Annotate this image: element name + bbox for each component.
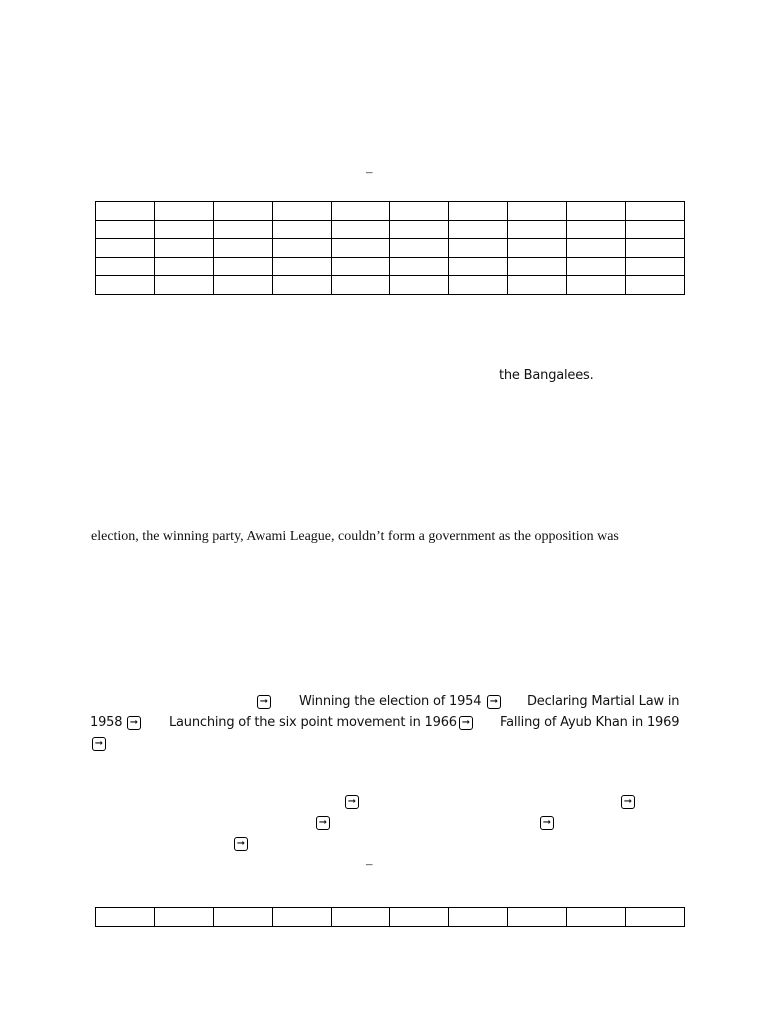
table-cell — [96, 239, 155, 258]
table-cell — [96, 220, 155, 239]
table-cell — [96, 276, 155, 295]
table-cell — [272, 202, 331, 221]
table-cell — [390, 257, 449, 276]
table-cell — [390, 239, 449, 258]
table-cell — [567, 202, 626, 221]
table-cell — [626, 202, 685, 221]
table-cell — [154, 908, 213, 927]
table-row — [96, 276, 685, 295]
arrow-icon: ➞ — [459, 716, 473, 730]
table-cell — [508, 257, 567, 276]
table-cell — [390, 202, 449, 221]
table-cell — [449, 202, 508, 221]
table-cell — [96, 908, 155, 927]
table-cell — [390, 276, 449, 295]
table-cell — [154, 257, 213, 276]
arrow-icon: ➞ — [316, 816, 330, 830]
arrow-icon: ➞ — [540, 816, 554, 830]
table-cell — [96, 202, 155, 221]
arrow-icon: ➞ — [621, 795, 635, 809]
bottom-dash: – — [366, 856, 373, 871]
table-cell — [272, 908, 331, 927]
table-cell — [272, 220, 331, 239]
table-row — [96, 239, 685, 258]
table-cell — [567, 257, 626, 276]
bangalees-text: the Bangalees. — [499, 368, 594, 383]
table-cell — [154, 239, 213, 258]
answer-grid-top — [95, 201, 685, 295]
table-cell — [626, 239, 685, 258]
table-cell — [213, 220, 272, 239]
table-row — [96, 202, 685, 221]
table-cell — [508, 276, 567, 295]
table-cell — [449, 908, 508, 927]
top-dash: – — [366, 164, 373, 179]
timeline-year-1958: 1958 — [90, 715, 123, 730]
table-cell — [154, 202, 213, 221]
table-cell — [567, 220, 626, 239]
table-cell — [449, 257, 508, 276]
table-cell — [567, 239, 626, 258]
table-cell — [331, 220, 390, 239]
table-row — [96, 908, 685, 927]
table-cell — [567, 908, 626, 927]
table-cell — [626, 276, 685, 295]
table-cell — [449, 276, 508, 295]
arrow-icon: ➞ — [234, 837, 248, 851]
arrow-icon: ➞ — [345, 795, 359, 809]
table-cell — [213, 202, 272, 221]
table-cell — [213, 257, 272, 276]
table-cell — [508, 908, 567, 927]
timeline-item-1954: Winning the election of 1954 — [299, 694, 482, 709]
table-cell — [331, 257, 390, 276]
table-cell — [390, 220, 449, 239]
table-cell — [331, 276, 390, 295]
table-cell — [213, 276, 272, 295]
table-cell — [213, 908, 272, 927]
table-row — [96, 257, 685, 276]
table-cell — [508, 220, 567, 239]
table-cell — [390, 908, 449, 927]
timeline-item-ayub-khan: Falling of Ayub Khan in 1969 — [500, 715, 680, 730]
table-cell — [154, 276, 213, 295]
timeline-item-martial-law: Declaring Martial Law in — [527, 694, 680, 709]
table-cell — [567, 276, 626, 295]
table-cell — [508, 239, 567, 258]
timeline-item-six-point: Launching of the six point movement in 1966 — [169, 715, 457, 730]
table-cell — [96, 257, 155, 276]
table-cell — [154, 220, 213, 239]
table-cell — [272, 276, 331, 295]
table-cell — [331, 908, 390, 927]
table-cell — [272, 239, 331, 258]
answer-grid-bottom — [95, 907, 685, 927]
arrow-icon: ➞ — [127, 716, 141, 730]
table-cell — [331, 202, 390, 221]
table-row — [96, 220, 685, 239]
table-cell — [213, 239, 272, 258]
table-cell — [449, 239, 508, 258]
table-cell — [331, 239, 390, 258]
arrow-icon: ➞ — [487, 695, 501, 709]
table-cell — [449, 220, 508, 239]
arrow-icon: ➞ — [257, 695, 271, 709]
table-cell — [626, 220, 685, 239]
election-sentence: election, the winning party, Awami League, couldn’t form a government as the opposition was — [91, 529, 619, 544]
table-cell — [508, 202, 567, 221]
table-cell — [626, 257, 685, 276]
table-cell — [272, 257, 331, 276]
arrow-icon: ➞ — [92, 737, 106, 751]
table-cell — [626, 908, 685, 927]
